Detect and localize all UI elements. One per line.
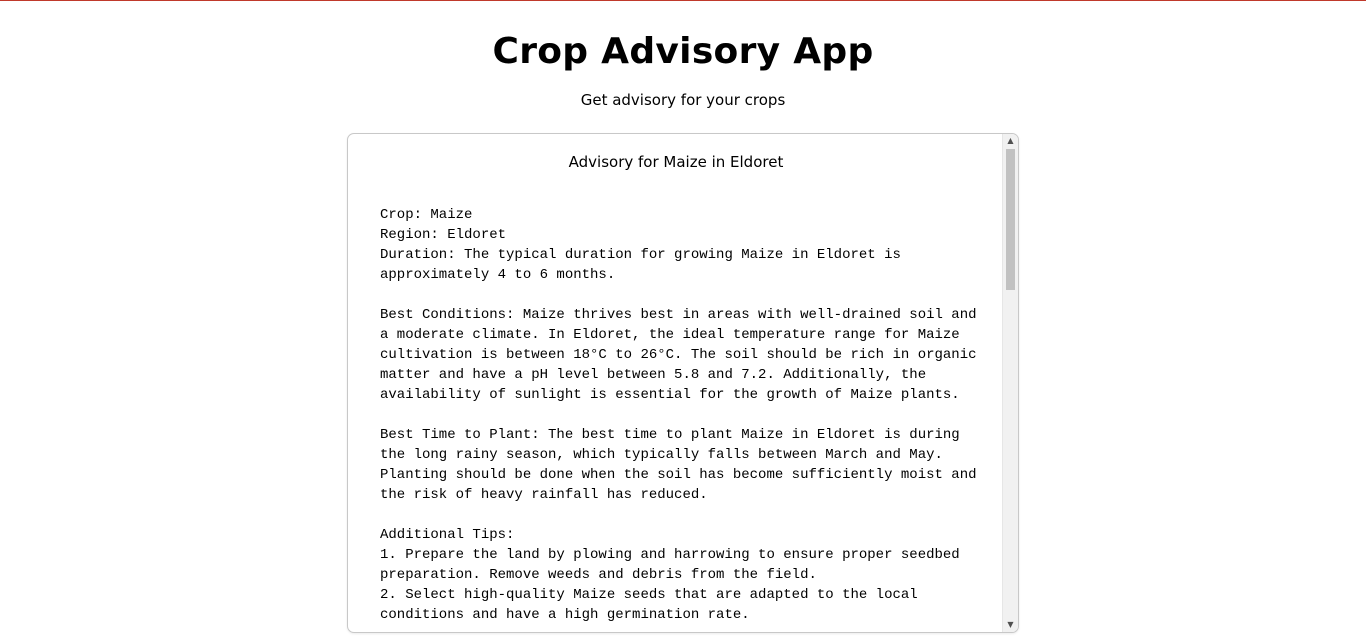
- vertical-scrollbar[interactable]: [1002, 134, 1018, 632]
- advisory-panel[interactable]: [347, 133, 1019, 633]
- advisory-scroll-area[interactable]: [348, 134, 1004, 632]
- scrollbar-thumb[interactable]: [1006, 149, 1015, 290]
- app-title: Crop Advisory App: [492, 31, 874, 72]
- advisory-heading: Advisory for Maize in Eldoret: [568, 153, 784, 171]
- app-subtitle: Get advisory for your crops: [580, 91, 786, 109]
- scroll-up-arrow-icon[interactable]: ▲: [1007, 136, 1014, 145]
- advisory-text: Crop: Maize Region: Eldoret Duration: The typical duration for growing Maize in Eldoret is approximately 4 to 6 months. Best Conditions: Maize thrives best in areas with well-drained soil and a moderate climate. In Eldoret, the ideal temperature range for Maize cultivation is between 18°C to 26°C. The soil should be rich in organic matter and have a pH level between 5.8 and 7.2. Additionally, the availability of sunlight is essential for the growth of Maize plants. Best Time to Plant: The best time to plant Maize in Eldoret is during the long rainy season, which typically falls between March and May. Planting should be done when the soil has become sufficiently moist and the risk of heavy rainfall has reduced. Additional Tips: 1. Prepare the land by plowing and harrowing to ensure proper seedbed preparation. Remove weeds and debris from the field. 2. Select high-quality Maize seeds that are adapted to the local conditions and have a high germination rate.: [380, 207, 977, 623]
- top-accent-bar: [0, 0, 1366, 1]
- scroll-down-arrow-icon[interactable]: ▼: [1007, 620, 1014, 629]
